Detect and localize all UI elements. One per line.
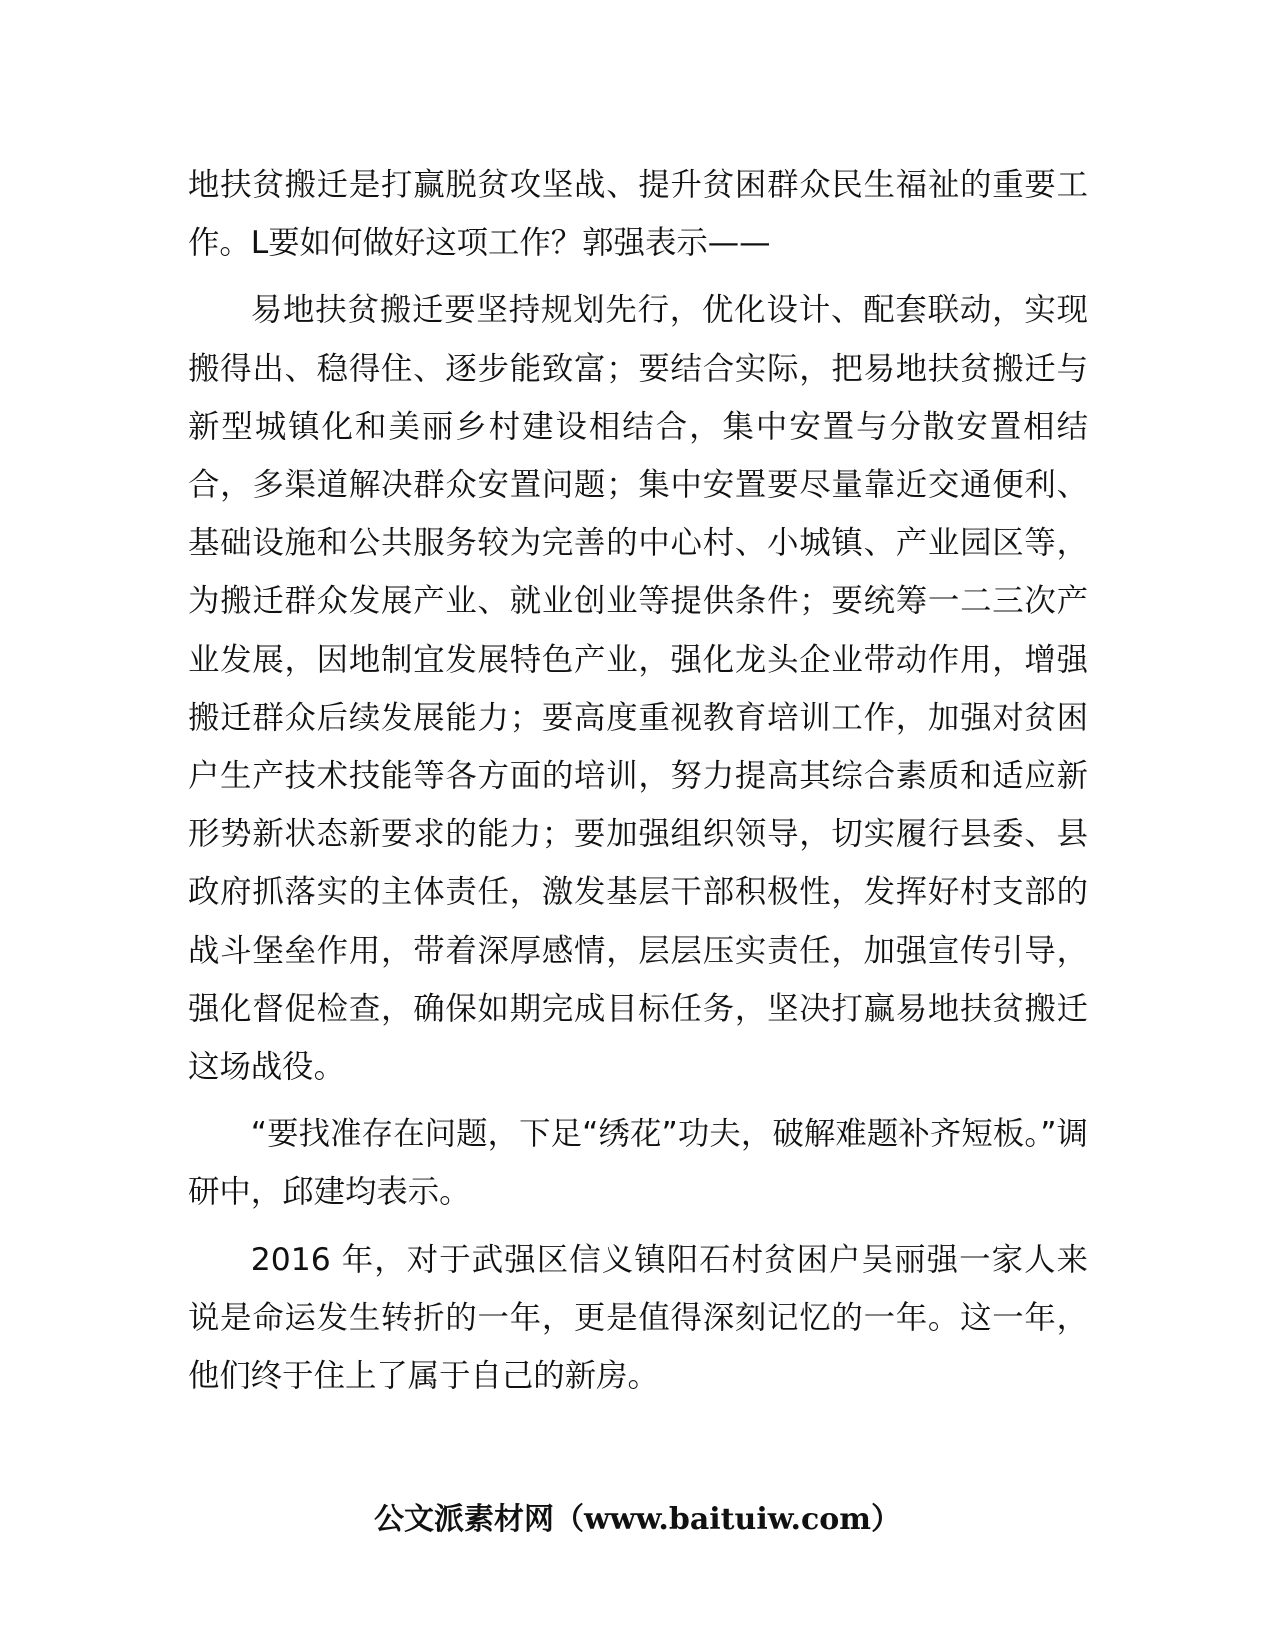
footer-watermark: 公文派素材网（www.baituiw.com） [373,1502,902,1537]
paragraph-2016-story: 2016 年，对于武强区信义镇阳石村贫困户吴丽强一家人来说是命运发生转折的一年，更是值得深刻记忆的一年。这一年，他们终于住上了属于自己的新房。 [188,1241,1088,1395]
paragraph-relocation-measures: 易地扶贫搬迁要坚持规划先行，优化设计、配套联动，实现搬得出、稳得住、逐步能致富；要结合实际，把易地扶贫搬迁与新型城镇化和美丽乡村建设相结合，集中安置与分散安置相结合，多渠道解决群众安置问题；集中安置要尽量靠近交通便利、基础设施和公共服务较为完善的中心村、小城镇、产业园区等，为搬迁群众发展产业、就业创业等提供条件；要统筹一二三次产业发展，因地制宜发展特色产业，强化龙头企业带动作用，增强搬迁群众后续发展能力；要高度重视教育培训工作，加强对贫困户生产技术技能等各方面的培训，努力提高其综合素质和适应新形势新状态新要求的能力；要加强组织领导，切实履行县委、县政府抓落实的主体责任，激发基层干部积极性，发挥好村支部的战斗堡垒作用，带着深厚感情，层层压实责任，加强宣传引导，强化督促检查，确保如期完成目标任务，坚决打赢易地扶贫搬迁这场战役。 [188,292,1088,1086]
paragraph-quote: “要找准存在问题，下足“绣花”功夫，破解难题补齐短板。”调研中，邱建均表示。 [188,1116,1088,1211]
document-body [188,156,1088,1414]
paragraph-continuation: 地扶贫搬迁是打赢脱贫攻坚战、提升贫困群众民生福祉的重要工作。L要如何做好这项工作？郭强表示—— [188,167,1088,262]
